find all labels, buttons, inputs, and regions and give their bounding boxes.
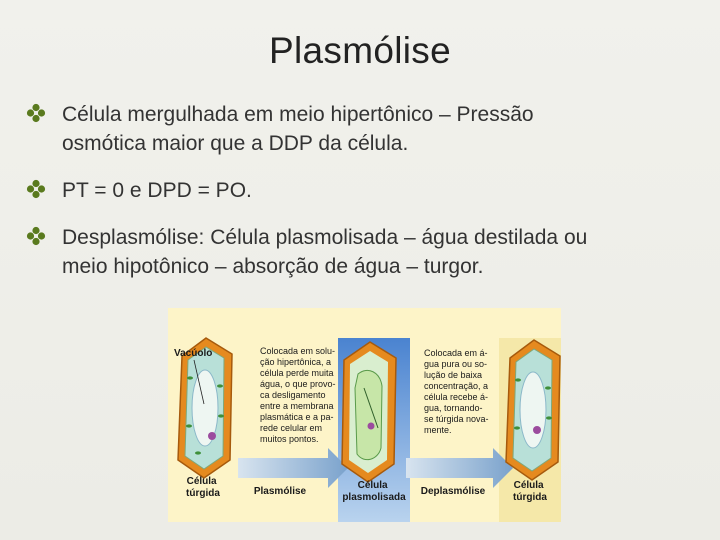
label-plasmolysed-cell: Célula plasmolisada — [342, 480, 406, 503]
turgid-cell-right — [506, 340, 560, 480]
bullet-item — [26, 223, 696, 281]
plasmolysed-cell — [342, 342, 396, 482]
bullet-line: Desplasmólise: Célula plasmolisada – água destilada ou — [62, 226, 588, 249]
label-deplasmolysis: Deplasmólise — [420, 486, 486, 497]
caption-hypotonic: Colocada em á- gua pura ou so- lução de baixa concentração, a célula recebe á- gua, tornando- se túrgida nova- mente. — [424, 348, 489, 435]
slide-title: Plasmólise — [269, 30, 451, 71]
label-plasmolysis: Plasmólise — [253, 486, 307, 497]
vacuole-label: Vacúolo — [174, 348, 213, 359]
diamond-bullet-icon — [26, 226, 46, 246]
bullet-line: PT = 0 e DPD = PO. — [62, 179, 252, 202]
plasmolysis-figure — [168, 308, 561, 522]
bullet-line: osmótica maior que a DDP da célula. — [62, 132, 409, 155]
turgid-cell-left — [178, 338, 232, 478]
diamond-bullet-icon — [26, 179, 46, 199]
label-turgid-cell-left: Célula túrgida — [186, 476, 220, 499]
bullet-item — [26, 100, 696, 158]
label-turgid-cell-right: Célula túrgida — [513, 480, 547, 503]
bullet-list — [26, 100, 696, 299]
bullet-line: Célula mergulhada em meio hipertônico – Pressão — [62, 103, 534, 126]
bullet-item — [26, 176, 696, 205]
caption-hypertonic: Colocada em solu- ção hipertônica, a célula perde muita água, o que provo- ca desligamento entre a membrana plasmática e a pa- rede celular em muitos pontos. — [260, 346, 336, 444]
bullet-line: meio hipotônico – absorção de água – turgor. — [62, 255, 484, 278]
diamond-bullet-icon — [26, 103, 46, 123]
